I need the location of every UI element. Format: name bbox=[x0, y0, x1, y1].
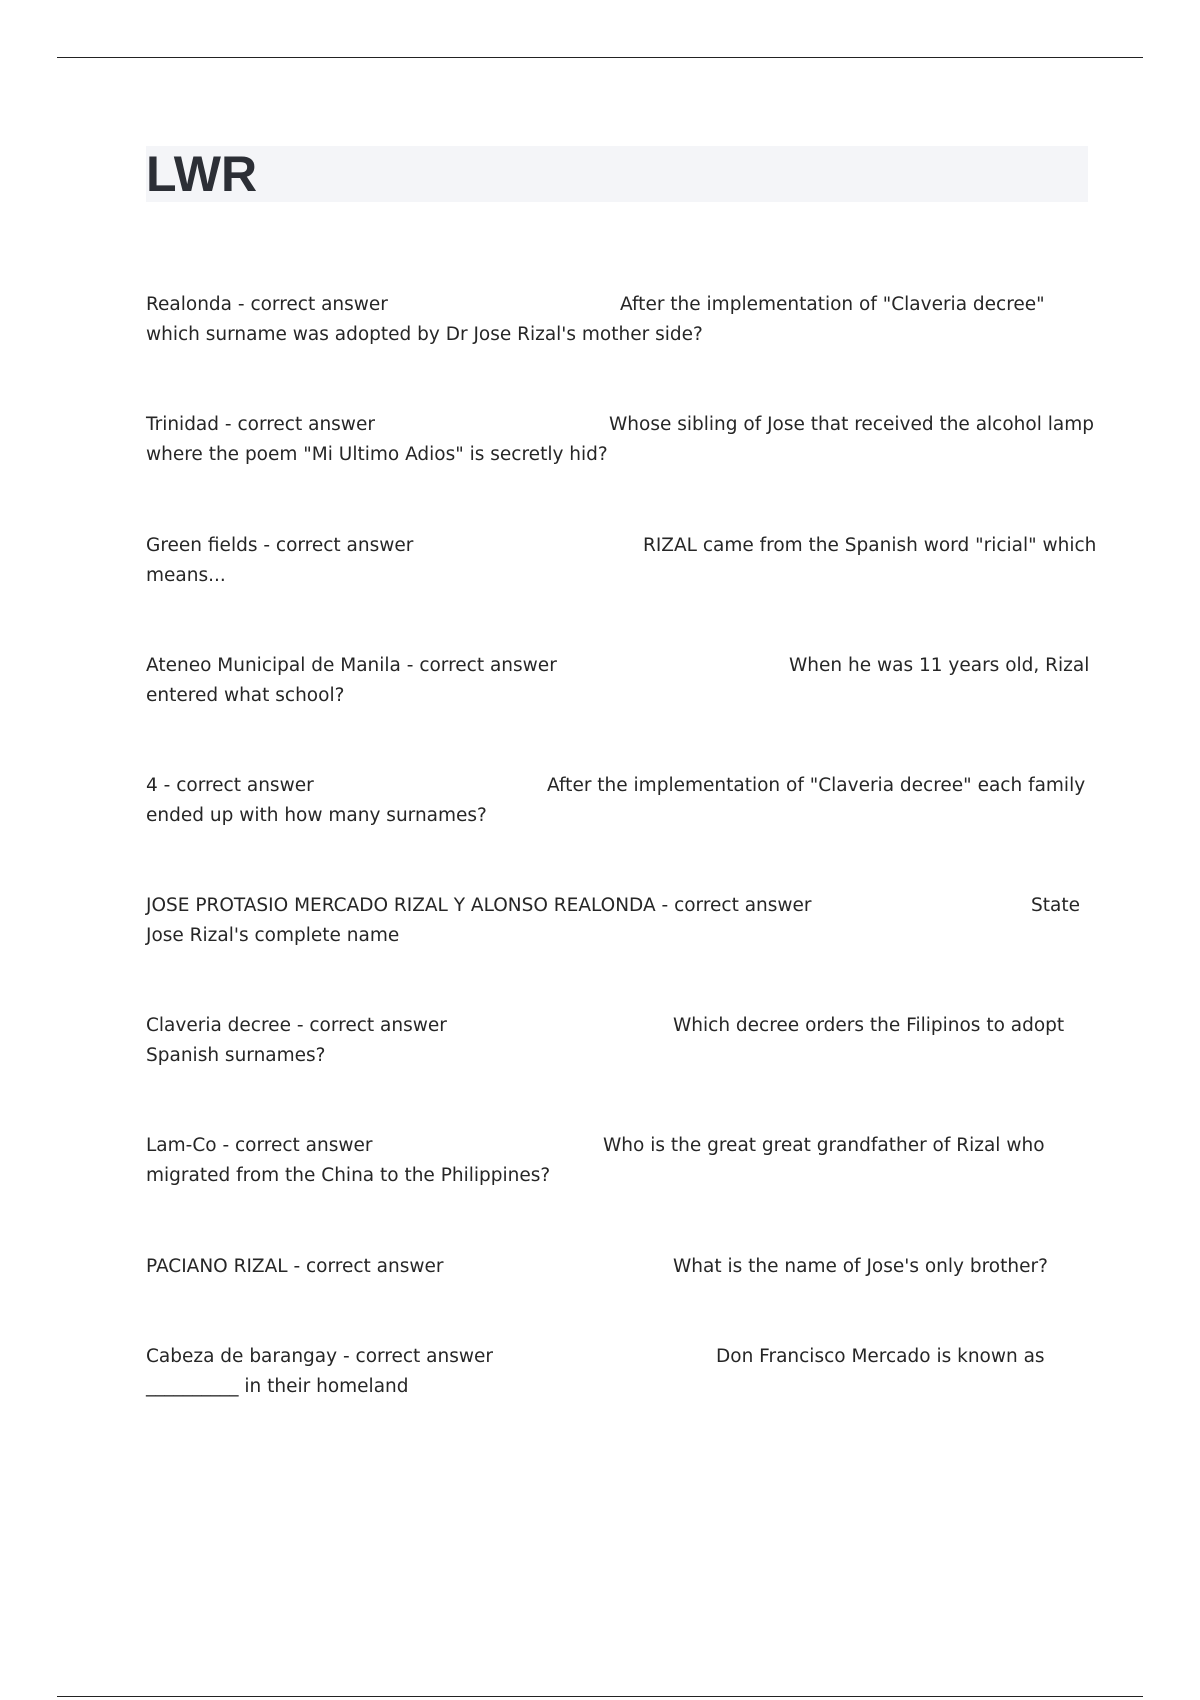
question-text: Who is the great great grandfather of Rizal who bbox=[603, 1135, 1045, 1156]
qa-item bbox=[146, 1131, 1086, 1191]
question-text: Don Francisco Mercado is known as bbox=[716, 1346, 1045, 1367]
question-text: State bbox=[1031, 895, 1080, 916]
question-text: After the implementation of "Claveria decree" each family bbox=[547, 775, 1086, 796]
question-continuation: Spanish surnames? bbox=[146, 1045, 326, 1066]
question-text: Which decree orders the Filipinos to adopt bbox=[673, 1015, 1065, 1036]
question-text: What is the name of Jose's only brother? bbox=[673, 1256, 1048, 1277]
question-text: RIZAL came from the Spanish word "ricial" which bbox=[643, 535, 1097, 556]
answer-text: Ateneo Municipal de Manila - correct answer bbox=[146, 655, 557, 676]
qa-item bbox=[146, 1011, 1086, 1071]
answer-text: Green fields - correct answer bbox=[146, 535, 414, 556]
question-continuation bbox=[146, 1282, 1086, 1312]
qa-item bbox=[146, 651, 1090, 711]
question-continuation: entered what school? bbox=[146, 685, 345, 706]
answer-text: JOSE PROTASIO MERCADO RIZAL Y ALONSO REALONDA - correct answer bbox=[146, 895, 812, 916]
answer-text: Trinidad - correct answer bbox=[146, 414, 375, 435]
answer-text: Cabeza de barangay - correct answer bbox=[146, 1346, 494, 1367]
bottom-rule bbox=[57, 1696, 1143, 1697]
question-continuation: __________ in their homeland bbox=[146, 1376, 409, 1397]
question-text: After the implementation of "Claveria decree" bbox=[620, 294, 1045, 315]
answer-text: PACIANO RIZAL - correct answer bbox=[146, 1256, 444, 1277]
question-continuation: which surname was adopted by Dr Jose Rizal's mother side? bbox=[146, 324, 703, 345]
qa-item bbox=[146, 410, 1094, 470]
question-text: When he was 11 years old, Rizal bbox=[789, 655, 1090, 676]
question-continuation: where the poem "Mi Ultimo Adios" is secretly hid? bbox=[146, 444, 608, 465]
qa-item bbox=[146, 891, 1086, 951]
answer-text: Claveria decree - correct answer bbox=[146, 1015, 447, 1036]
page-title: LWR bbox=[146, 146, 258, 202]
answer-text: 4 - correct answer bbox=[146, 775, 314, 796]
question-continuation: Jose Rizal's complete name bbox=[146, 925, 400, 946]
qa-item bbox=[146, 771, 1086, 831]
top-rule bbox=[57, 57, 1143, 58]
qa-item bbox=[146, 290, 1086, 350]
question-continuation: ended up with how many surnames? bbox=[146, 805, 487, 826]
qa-item bbox=[146, 531, 1097, 591]
question-continuation: migrated from the China to the Philippines? bbox=[146, 1165, 551, 1186]
question-continuation: means... bbox=[146, 565, 226, 586]
title-band bbox=[146, 146, 1088, 202]
answer-text: Realonda - correct answer bbox=[146, 294, 388, 315]
question-text: Whose sibling of Jose that received the alcohol lamp bbox=[609, 414, 1094, 435]
qa-item bbox=[146, 1342, 1086, 1402]
qa-item bbox=[146, 1252, 1086, 1312]
answer-text: Lam-Co - correct answer bbox=[146, 1135, 373, 1156]
